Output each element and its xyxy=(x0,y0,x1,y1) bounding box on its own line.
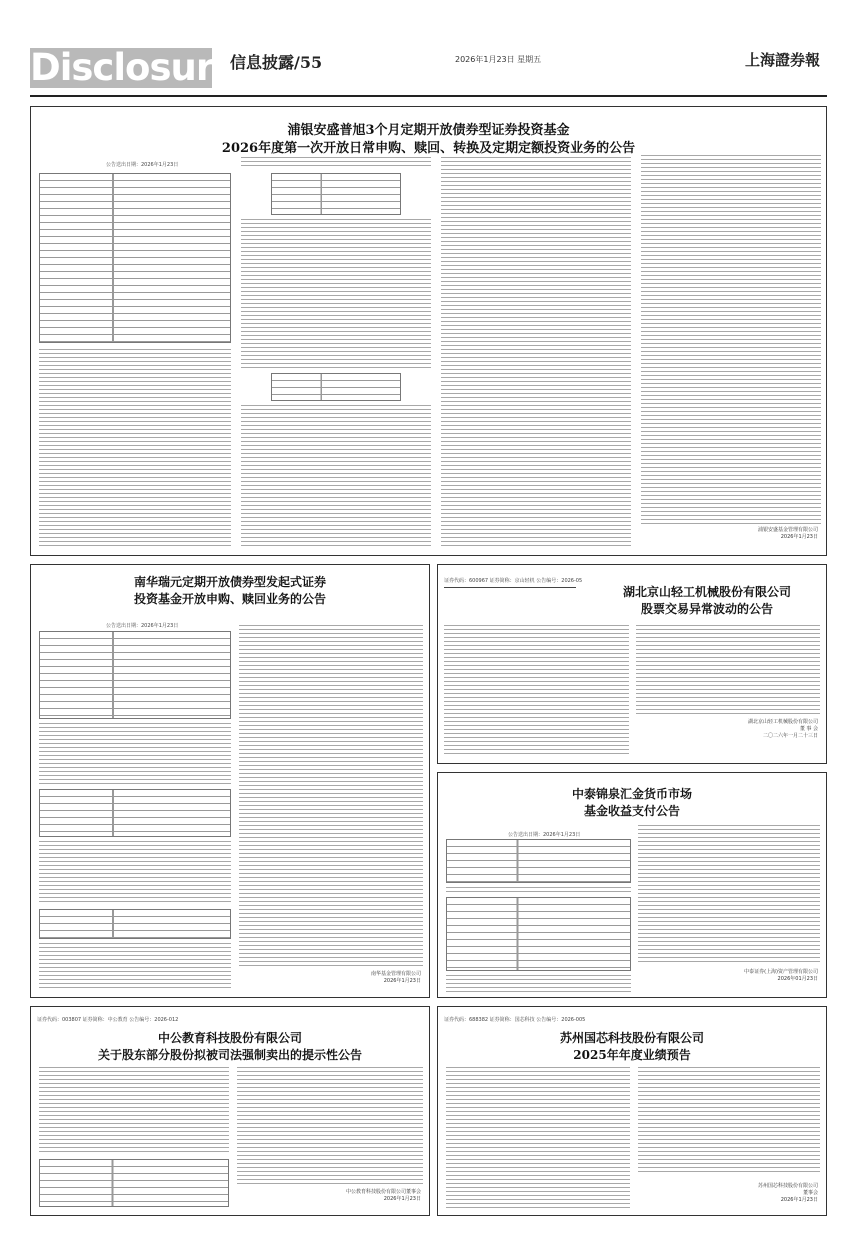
body-column-1a xyxy=(39,723,231,785)
article-guoxin xyxy=(437,1006,827,1216)
body-column-2 xyxy=(636,625,820,717)
article-title-line1: 南华瑞元定期开放债券型发起式证券 xyxy=(133,575,326,589)
body-column-1b xyxy=(39,841,231,905)
article-title-line2: 投资基金开放申购、赎回业务的公告 xyxy=(133,592,326,606)
fee-table-1 xyxy=(39,789,231,837)
section-logo-disclosure: Disclosure xyxy=(30,46,238,89)
signature: 中公教育科技股份有限公司董事会 2026年1月23日 xyxy=(345,1189,421,1202)
article-title-line2: 2026年度第一次开放日常申购、赎回、转换及定期定额投资业务的公告 xyxy=(221,141,636,156)
body-column-1a xyxy=(39,1067,229,1155)
body-column-1b xyxy=(446,975,631,993)
article-nanhua xyxy=(30,564,430,998)
publish-date: 公告送出日期：2026年1月23日 xyxy=(106,162,179,168)
article-pubying xyxy=(30,106,827,556)
fund-info-table xyxy=(446,839,631,883)
fee-table-2 xyxy=(39,909,231,939)
stock-code-line: 证券代码：600967 证券简称：京山轻机 公告编号：2026-05 xyxy=(444,578,583,584)
publish-date: 公告送出日期：2026年1月23日 xyxy=(106,623,179,629)
income-table xyxy=(446,897,631,971)
body-column-1a xyxy=(446,887,631,893)
article-jingshan xyxy=(437,564,827,764)
article-title-line2: 2025年年度业绩预告 xyxy=(573,1048,691,1062)
issue-date: 2026年1月23日 星期五 xyxy=(455,55,542,64)
signature: 南华基金管理有限公司 2026年1月23日 xyxy=(370,971,421,984)
body-column-1 xyxy=(446,1067,630,1209)
body-column-1c xyxy=(39,943,231,991)
article-zhongtai xyxy=(437,772,827,998)
masthead-rule xyxy=(30,95,827,97)
body-column-4 xyxy=(641,155,821,525)
publish-date: 公告送出日期：2026年1月23日 xyxy=(508,832,581,838)
fund-info-table xyxy=(39,631,231,719)
article-title-line1: 中公教育科技股份有限公司 xyxy=(157,1031,302,1045)
article-title-line1: 中泰锦泉汇金货币市场 xyxy=(571,787,692,801)
article-title-line2: 股票交易异常波动的公告 xyxy=(640,602,773,616)
signature: 中泰证券(上海)资产管理有限公司 2026年01月23日 xyxy=(744,969,818,982)
section-title: 信息披露/55 xyxy=(230,53,323,72)
fee-table-1 xyxy=(271,173,401,215)
fund-info-table xyxy=(39,173,231,343)
body-column-2b xyxy=(241,219,431,369)
body-column-3 xyxy=(441,157,631,549)
body-column-2 xyxy=(237,1067,423,1185)
body-column-2 xyxy=(638,1067,820,1175)
meta-rule xyxy=(444,587,576,588)
article-title-line2: 基金收益支付公告 xyxy=(583,804,680,818)
body-column-1 xyxy=(444,625,629,755)
body-column-1 xyxy=(39,349,231,549)
shareholding-table xyxy=(39,1159,229,1207)
signature: 苏州国芯科技股份有限公司 董事会 2026年1月23日 xyxy=(757,1183,818,1203)
article-title-line1: 苏州国芯科技股份有限公司 xyxy=(559,1031,704,1045)
article-title-line1: 湖北京山轻工机械股份有限公司 xyxy=(622,585,791,599)
article-title-line2: 关于股东部分股份拟被司法强制卖出的提示性公告 xyxy=(97,1048,362,1062)
stock-code-line: 证券代码：003807 证券简称：中公教育 公告编号：2026-012 xyxy=(37,1017,179,1023)
article-title-line1: 浦银安盛普旭3个月定期开放债券型证券投资基金 xyxy=(287,123,570,138)
signature: 浦银安盛基金管理有限公司 2026年1月23日 xyxy=(757,527,818,540)
body-column-2 xyxy=(239,625,423,969)
article-zhonggong xyxy=(30,1006,430,1216)
body-column-2 xyxy=(638,825,820,965)
body-column-2a xyxy=(241,157,431,169)
stock-code-line: 证券代码：688382 证券简称：国芯科技 公告编号：2026-005 xyxy=(444,1017,586,1023)
fee-table-2 xyxy=(271,373,401,401)
body-column-2c xyxy=(241,405,431,549)
signature: 湖北京山轻工机械股份有限公司 董 事 会 二〇二六年一月二十三日 xyxy=(747,719,818,739)
newspaper-logo: 上海證券報 xyxy=(745,51,821,69)
